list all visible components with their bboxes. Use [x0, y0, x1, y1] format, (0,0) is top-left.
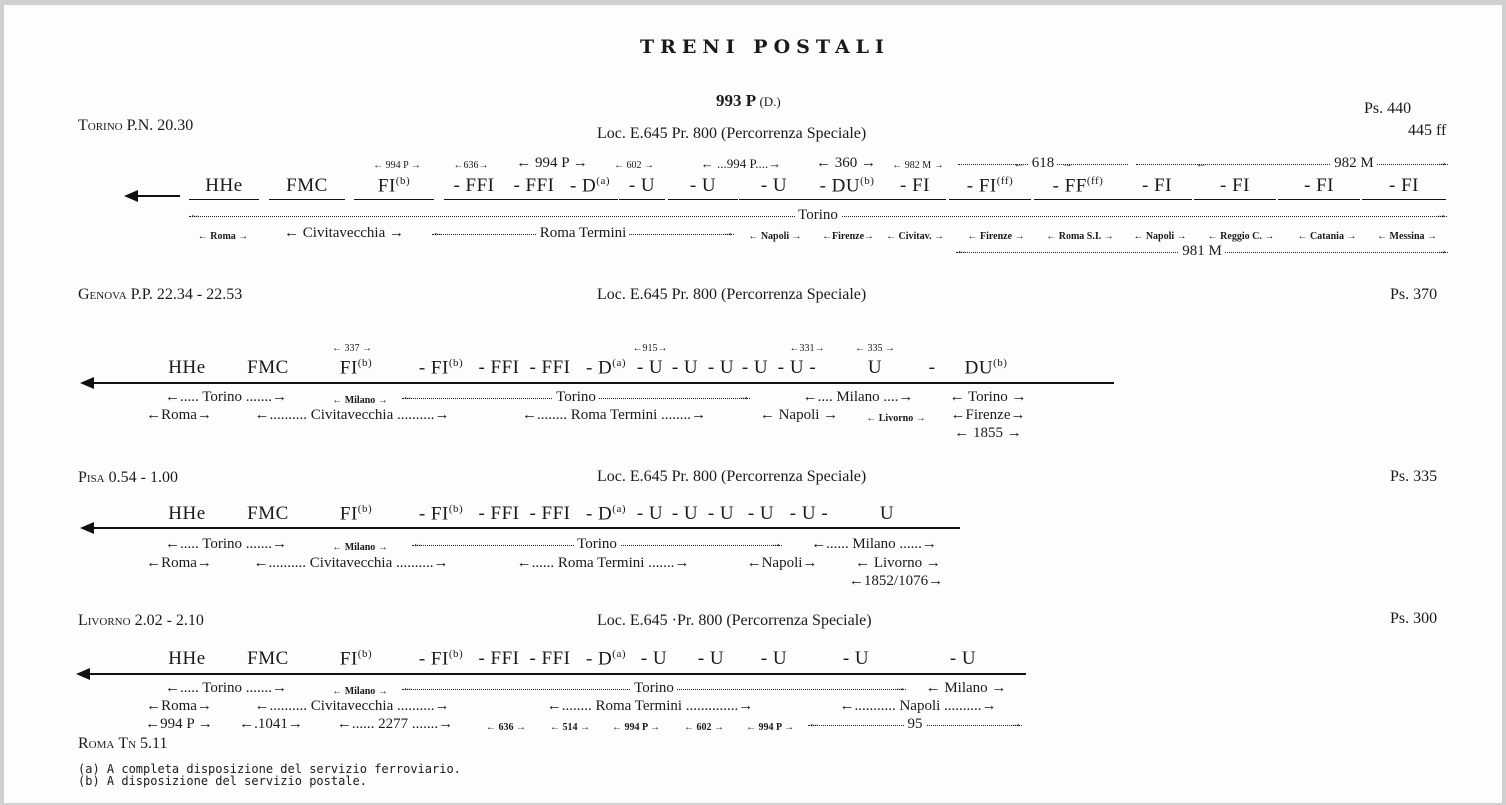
- station-genova: Genova P.P. 22.34 - 22.53: [78, 286, 243, 303]
- car-fi: - FI: [884, 175, 946, 197]
- document-title: TRENI POSTALI: [640, 36, 890, 58]
- car-ffi: - FFI: [529, 357, 571, 378]
- dest-reggio: ← Reggio C. →: [1207, 231, 1275, 242]
- dest-roma-termini: ←........ Roma Termini ..............→: [546, 698, 754, 714]
- car-ffi: - FFI: [478, 357, 520, 378]
- footnote-b: (b) A disposizione del servizio postale.: [78, 774, 367, 788]
- ann-337: ← 337 →: [332, 343, 372, 354]
- document-page: [4, 5, 1502, 803]
- dest-milano: ← Milano →: [332, 542, 388, 553]
- dest-livorno: ← Livorno →: [855, 555, 941, 571]
- dest-roma-termini: ←...... Roma Termini .......→: [516, 555, 690, 571]
- dest-torino-2: ← Torino →: [949, 389, 1027, 405]
- station-livorno: Livorno 2.02 - 2.10: [78, 612, 204, 629]
- car-u: - U: [697, 648, 725, 669]
- car-ffi: - FFI: [444, 175, 504, 197]
- car-u: U: [867, 357, 883, 378]
- car-u: - U: [636, 357, 664, 378]
- ann-636: ←636→: [453, 160, 489, 171]
- ann-618: ← 618 →: [958, 155, 1128, 172]
- car-u: U: [879, 503, 895, 524]
- footnote-a: (a) A completa disposizione del servizio ferroviario.: [78, 762, 461, 776]
- car-fi: - FI: [1122, 175, 1192, 197]
- car-fmc: FMC: [247, 648, 289, 669]
- car-fi: - FI: [1362, 175, 1446, 197]
- car-u: - U: [842, 648, 870, 669]
- ann-994p-c: ← ...994 P....→: [700, 156, 782, 171]
- ann-331: ←331→: [789, 343, 825, 354]
- car-hhe: HHe: [189, 175, 259, 197]
- ann-602: ← 602 →: [614, 160, 654, 171]
- dest-napoli: ← Napoli →: [759, 407, 839, 423]
- ann-994p-b: ← 994 P →: [611, 722, 661, 733]
- ann-514: ← 514 →: [550, 722, 590, 733]
- ps-weight-1b: 445 ff: [1408, 122, 1447, 139]
- car-u: - U: [671, 503, 699, 524]
- dest-firenze-2: ← Firenze →: [967, 231, 1025, 242]
- dest-firenze: ←Firenze→: [950, 407, 1026, 423]
- car-u: - U: [619, 175, 665, 197]
- car-du: - DU$^{(b)}$: [807, 175, 887, 197]
- dest-milano-2: ← Milano →: [925, 680, 1007, 696]
- ps-weight-1: Ps. 440: [1364, 100, 1412, 117]
- car-u: - U -: [777, 357, 817, 378]
- dest-torino-long: ← Torino →: [402, 680, 906, 696]
- dest-milano: ← Milano →: [332, 395, 388, 406]
- dest-civitavecchia: ← Civitavecchia →: [284, 225, 404, 241]
- car-fmc: FMC: [247, 503, 289, 524]
- dest-napoli: ←Napoli→: [746, 555, 818, 571]
- dest-messina: ← Messina →: [1377, 231, 1437, 242]
- car-du: DU$^{(b)}$: [964, 357, 1008, 379]
- car-hhe: HHe: [168, 503, 206, 524]
- ann-95: ← 95 →: [808, 716, 1022, 732]
- ann-982m-b: ← 982 M →: [1136, 155, 1448, 172]
- ann-994p-c: ← 994 P →: [745, 722, 795, 733]
- ann-994p: ←994 P →: [145, 716, 213, 732]
- car-fi: - FI$^{(b)}$: [418, 503, 464, 525]
- dest-napoli: ← Napoli →: [748, 231, 802, 242]
- car-u: - U: [707, 503, 735, 524]
- dest-civitavecchia: ←.......... Civitavecchia ..........→: [253, 555, 449, 571]
- dest-torino-long: ← Torino →: [402, 389, 750, 405]
- car-u: - U: [671, 357, 699, 378]
- dest-civitavecchia: ←.......... Civitavecchia ..........→: [254, 407, 450, 423]
- ann-915: ←915→: [632, 343, 668, 354]
- car-fi: FI$^{(b)}$: [339, 357, 373, 379]
- ann-982m-a: ← 982 M →: [892, 160, 944, 171]
- dest-roma-si: ← Roma S.I. →: [1046, 231, 1114, 242]
- car-u: - U: [949, 648, 977, 669]
- ps-weight-4: Ps. 300: [1390, 610, 1438, 627]
- loc-info-4: Loc. E.645 ·Pr. 800 (Percorrenza Speciale): [597, 612, 872, 629]
- ann-1041: ←.1041→: [239, 716, 303, 732]
- car-fi: - FI$^{(b)}$: [418, 357, 464, 379]
- train-number: 993 P (D.): [716, 91, 781, 110]
- car-fi: - FI$^{(b)}$: [418, 648, 464, 670]
- car-u: - U: [640, 648, 668, 669]
- arrival-roma: Roma Tn 5.11: [78, 735, 168, 752]
- dest-torino: ←..... Torino .......→: [164, 389, 287, 405]
- car-ffi: - FFI: [529, 648, 571, 669]
- dest-milano-2: ←.... Milano ....→: [802, 389, 914, 405]
- car-fmc: FMC: [269, 175, 345, 197]
- ann-2277: ←...... 2277 .......→: [336, 716, 454, 732]
- loc-info-3: Loc. E.645 Pr. 800 (Percorrenza Speciale): [597, 468, 867, 485]
- car-ffi: - FFI: [478, 503, 520, 524]
- ann-602: ← 602 →: [684, 722, 724, 733]
- car-fi: - FI: [1194, 175, 1276, 197]
- car-fmc: FMC: [247, 357, 289, 378]
- car-sep: -: [928, 357, 936, 378]
- dest-981m: ← 981 M →: [956, 243, 1448, 259]
- car-u: - U: [739, 175, 809, 197]
- dest-livorno: ← Livorno →: [866, 413, 926, 424]
- dest-catania: ← Catania →: [1297, 231, 1357, 242]
- car-ffi: - FFI: [478, 648, 520, 669]
- car-u: - U: [707, 357, 735, 378]
- car-ffi: - FFI: [529, 503, 571, 524]
- car-u: - U: [741, 357, 769, 378]
- dest-roma-termini: ←........ Roma Termini ........→: [521, 407, 707, 423]
- dest-1855: ← 1855 →: [954, 425, 1022, 441]
- car-fi: - FI: [1278, 175, 1360, 197]
- car-d: - $D^{(a)}$: [585, 503, 627, 525]
- dest-1852: ←1852/1076→: [848, 573, 944, 589]
- car-hhe: HHe: [168, 357, 206, 378]
- car-fi: FI$^{(b)}$: [339, 503, 373, 525]
- car-u: - U: [760, 648, 788, 669]
- car-hhe: HHe: [168, 648, 206, 669]
- ps-weight-3: Ps. 335: [1390, 468, 1438, 485]
- car-u: - U: [747, 503, 775, 524]
- dest-torino-long: ← Torino →: [412, 536, 782, 552]
- dest-torino-1: ← Torino →: [189, 207, 1447, 223]
- dest-torino: ←..... Torino .......→: [164, 536, 287, 552]
- dest-firenze: ←Firenze→: [821, 231, 875, 242]
- car-u: - U: [668, 175, 738, 197]
- car-d: - $D^{(a)}$: [562, 175, 618, 197]
- station-pisa: Pisa 0.54 - 1.00: [78, 469, 178, 486]
- car-u: - U: [636, 503, 664, 524]
- car-u: - U -: [789, 503, 829, 524]
- car-fi: - $FI^{(ff)}$: [949, 175, 1031, 197]
- dest-milano-2: ←...... Milano ......→: [811, 536, 937, 552]
- ann-994p-b: ← 994 P →: [516, 155, 588, 171]
- dest-roma: ←Roma→: [146, 698, 212, 714]
- dest-civitavecchia: ←.......... Civitavecchia ..........→: [254, 698, 450, 714]
- station-torino: Torino P.N. 20.30: [78, 117, 194, 134]
- dest-milano: ← Milano →: [332, 686, 388, 697]
- car-fi: FI$^{(b)}$: [354, 175, 434, 197]
- ann-994p-a: ← 994 P →: [373, 160, 421, 171]
- dest-napoli: ←........... Napoli ..........→: [839, 698, 997, 714]
- ann-360: ← 360 →: [816, 155, 876, 171]
- dest-roma: ←Roma→: [146, 555, 212, 571]
- ps-weight-2: Ps. 370: [1390, 286, 1438, 303]
- car-d: - $D^{(a)}$: [585, 648, 627, 670]
- car-ffi: - FFI: [504, 175, 564, 197]
- loc-info-2: Loc. E.645 Pr. 800 (Percorrenza Speciale): [597, 286, 867, 303]
- dest-roma: ←Roma→: [146, 407, 212, 423]
- dest-roma: ← Roma →: [197, 231, 249, 242]
- dest-civitav: ← Civitav. →: [885, 231, 945, 242]
- car-d: - $D^{(a)}$: [585, 357, 627, 379]
- loc-info-1: Loc. E.645 Pr. 800 (Percorrenza Speciale): [597, 125, 867, 142]
- car-ff: - $FF^{(ff)}$: [1034, 175, 1122, 197]
- dest-roma-termini: ← Roma Termini →: [432, 225, 734, 241]
- ann-636: ← 636 →: [486, 722, 526, 733]
- dest-torino: ←..... Torino .......→: [164, 680, 287, 696]
- ann-335: ← 335 →: [855, 343, 895, 354]
- car-fi: FI$^{(b)}$: [339, 648, 373, 670]
- dest-napoli-2: ← Napoli →: [1133, 231, 1187, 242]
